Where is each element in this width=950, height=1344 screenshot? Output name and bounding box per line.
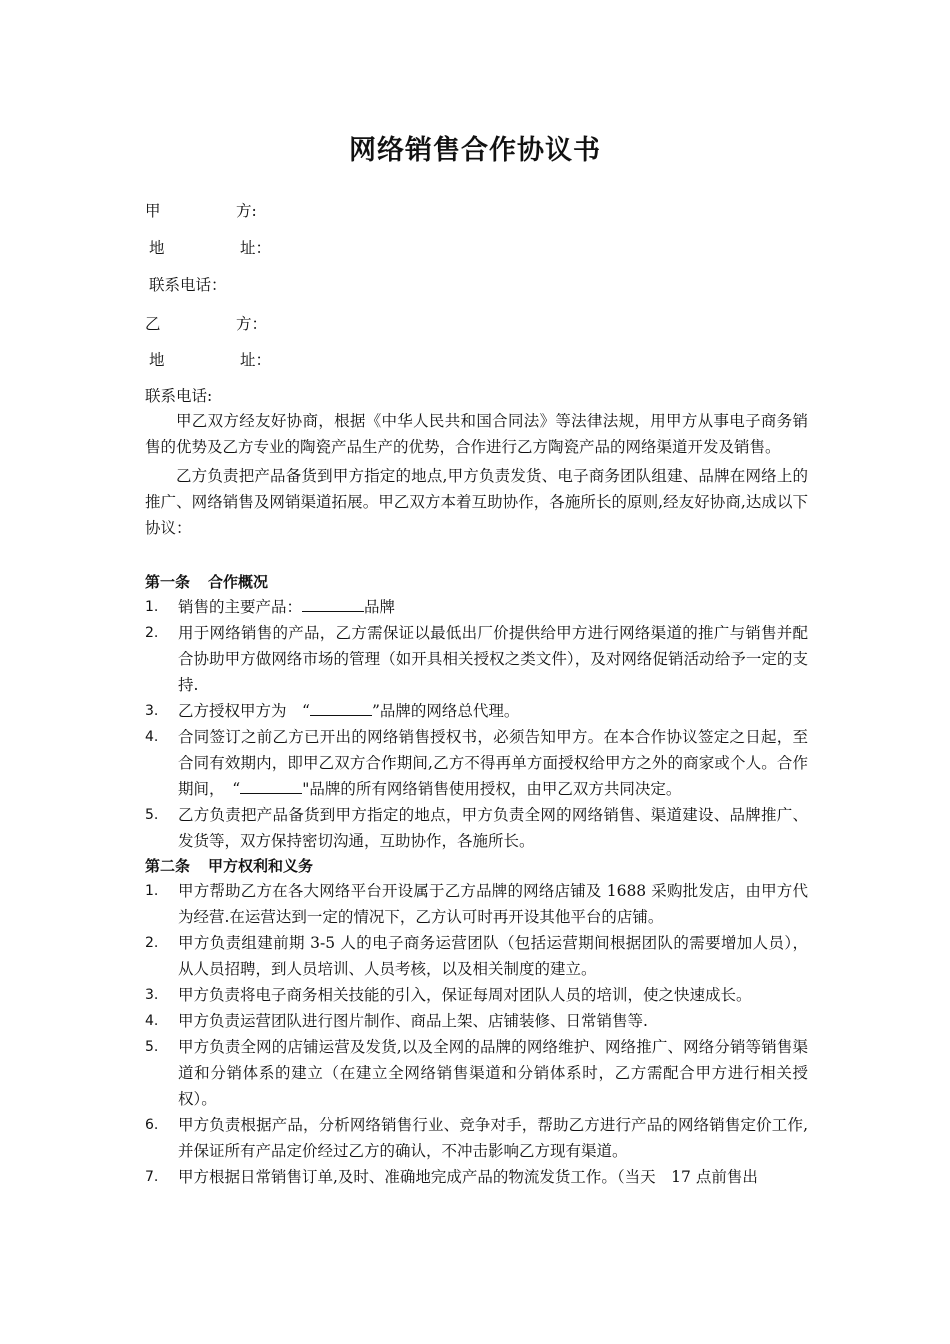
list-item	[145, 620, 808, 698]
list-item-text: ”品牌的网络总代理。	[371, 702, 520, 720]
list-item-text: 销售的主要产品：	[178, 598, 303, 616]
list-item	[145, 930, 808, 982]
party-b-address-label: 地	[149, 351, 165, 369]
section-2-list	[145, 878, 808, 1190]
list-item	[145, 1008, 808, 1034]
party-b-phone-label: 联系电话:	[145, 387, 213, 405]
list-item-text: "品牌的所有网络销售使用授权，由甲乙双方共同决定。	[302, 780, 682, 798]
party-a-name-label: 甲	[145, 202, 161, 220]
list-item-number: 2.	[145, 935, 159, 951]
list-item-number: 2.	[145, 625, 159, 641]
list-item-text: 用于网络销售的产品，乙方需保证以最低出厂价提供给甲方进行网络渠道的推广与销售并配合协助甲方做网络市场的管理（如开具相关授权之类文件），及对网络促销活动给予一定的支持.	[178, 624, 808, 694]
list-item-number: 1.	[145, 599, 159, 615]
list-item-text: 品牌	[364, 598, 396, 616]
list-item	[145, 1164, 808, 1190]
party-a-name-label-suffix: 方:	[236, 202, 257, 220]
list-item-text: 甲方根据日常销售订单,及时、准确地完成产品的物流发货工作。（当天 17 点前售出	[178, 1168, 758, 1186]
party-b-name-label: 乙	[145, 315, 161, 333]
party-a-address-label: 地	[149, 239, 165, 257]
list-item-number: 4.	[145, 1013, 159, 1029]
list-item-text: 甲方负责全网的店铺运营及发货,以及全网的品牌的网络维护、网络推广、网络分销等销售渠道和分销体系的建立（在建立全网络销售渠道和分销体系时，乙方需配合甲方进行相关授权）。	[178, 1038, 808, 1108]
list-item	[145, 878, 808, 930]
list-item-number: 1.	[145, 883, 159, 899]
list-item-text: 乙方授权甲方为 “	[178, 702, 310, 720]
document-title: 网络销售合作协议书	[349, 135, 601, 166]
list-item	[145, 594, 808, 620]
section-2-number: 第二条	[145, 857, 191, 875]
list-item	[145, 1112, 808, 1164]
list-item-number: 4.	[145, 729, 159, 745]
section-2-title: 甲方权利和义务	[208, 857, 314, 875]
intro-paragraph: 甲乙双方经友好协商，根据《中华人民共和国合同法》等法律法规，用甲方从事电子商务销售的优势及乙方专业的陶瓷产品生产的优势，合作进行乙方陶瓷产品的网络渠道开发及销售。	[145, 412, 808, 456]
intro-paragraph: 乙方负责把产品备货到甲方指定的地点,甲方负责发货、电子商务团队组建、品牌在网络上的推广、网络销售及网销渠道拓展。甲乙双方本着互助协作，各施所长的原则,经友好协商,达成以下协议：	[145, 467, 808, 537]
fill-in-blank[interactable]	[240, 776, 302, 794]
list-item	[145, 698, 808, 724]
list-item	[145, 1034, 808, 1112]
list-item-text: 合同签订之前乙方已开出的网络销售授权书，必须告知甲方。在本合作协议签定之日起，至合同有效期内，即甲乙双方合作期间,乙方不得再单方面授权给甲方之外的商家或个人。合作期间， “	[178, 728, 808, 798]
list-item-number: 3.	[145, 987, 159, 1003]
party-b-address-label-suffix: 址：	[240, 351, 272, 369]
section-1-list	[145, 594, 808, 854]
section-2-heading	[145, 854, 808, 878]
list-item-number: 6.	[145, 1117, 159, 1133]
fill-in-blank[interactable]	[302, 594, 364, 612]
party-b-name-label-suffix: 方：	[236, 315, 268, 333]
document-body	[145, 384, 808, 1190]
list-item-text: 甲方负责将电子商务相关技能的引入，保证每周对团队人员的培训，使之快速成长。	[178, 986, 752, 1004]
party-a-address-label-suffix: 址：	[240, 239, 272, 257]
list-item-number: 3.	[145, 703, 159, 719]
list-item-text: 甲方负责组建前期 3-5 人的电子商务运营团队（包括运营期间根据团队的需要增加人员），从人员招聘，到人员培训、人员考核，以及相关制度的建立。	[178, 934, 808, 978]
section-1-heading	[145, 570, 808, 594]
list-item-text: 甲方帮助乙方在各大网络平台开设属于乙方品牌的网络店铺及 1688 采购批发店，由甲方代为经营.在运营达到一定的情况下，乙方认可时再开设其他平台的店铺。	[178, 882, 808, 926]
section-1-title: 合作概况	[208, 573, 269, 591]
list-item-number: 7.	[145, 1169, 159, 1185]
party-a-phone-label: 联系电话：	[149, 276, 227, 294]
list-item-number: 5.	[145, 807, 159, 823]
list-item	[145, 802, 808, 854]
list-item	[145, 982, 808, 1008]
list-item-text: 乙方负责把产品备货到甲方指定的地点，甲方负责全网的网络销售、渠道建设、品牌推广、发货等，双方保持密切沟通，互助协作，各施所长。	[178, 806, 808, 850]
list-item-text: 甲方负责根据产品，分析网络销售行业、竞争对手，帮助乙方进行产品的网络销售定价工作,并保证所有产品定价经过乙方的确认，不冲击影响乙方现有渠道。	[178, 1116, 808, 1160]
list-item	[145, 724, 808, 802]
section-1-number: 第一条	[145, 573, 191, 591]
list-item-number: 5.	[145, 1039, 159, 1055]
fill-in-blank[interactable]	[310, 698, 372, 716]
list-item-text: 甲方负责运营团队进行图片制作、商品上架、店铺装修、日常销售等.	[178, 1012, 648, 1030]
